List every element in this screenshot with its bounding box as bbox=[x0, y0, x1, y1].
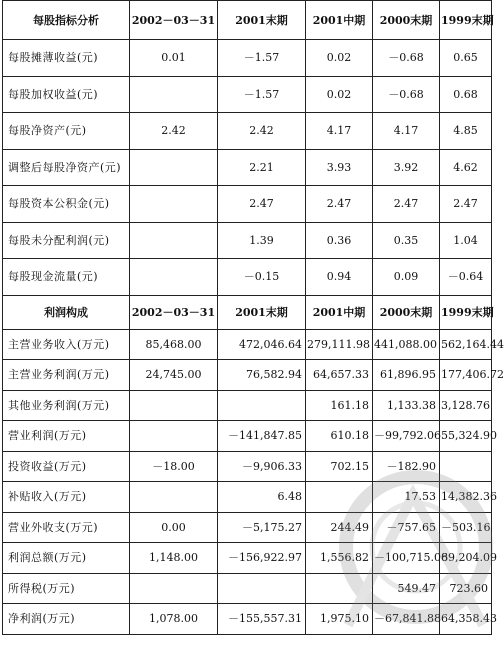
table-cell: －100,715.08 bbox=[373, 543, 440, 574]
table-cell: 1.39 bbox=[218, 222, 306, 259]
row-label: 调整后每股净资产(元) bbox=[3, 149, 130, 186]
table-row bbox=[3, 222, 492, 259]
table-row bbox=[3, 149, 492, 186]
table-cell: 24,745.00 bbox=[130, 360, 218, 391]
row-label: 营业外收支(万元) bbox=[3, 512, 130, 543]
table-cell: 76,582.94 bbox=[218, 360, 306, 391]
table-row bbox=[3, 390, 492, 421]
table-row bbox=[3, 421, 492, 452]
column-header: 2001中期 bbox=[306, 1, 373, 40]
table-cell: 55,324.90 bbox=[440, 421, 492, 452]
table-cell: 2.47 bbox=[306, 186, 373, 223]
column-header: 2000末期 bbox=[373, 295, 440, 329]
table-cell bbox=[440, 451, 492, 482]
row-label: 利润总额(万元) bbox=[3, 543, 130, 574]
table-cell: 64,358.43 bbox=[440, 604, 492, 635]
table-cell: 2.47 bbox=[440, 186, 492, 223]
row-label: 所得税(万元) bbox=[3, 573, 130, 604]
table-cell bbox=[130, 573, 218, 604]
table-cell: －503.16 bbox=[440, 512, 492, 543]
row-label: 营业利润(万元) bbox=[3, 421, 130, 452]
table-cell bbox=[130, 222, 218, 259]
table-cell bbox=[130, 186, 218, 223]
row-label: 每股加权收益(元) bbox=[3, 76, 130, 113]
table-row bbox=[3, 40, 492, 77]
column-header: 1999末期 bbox=[440, 1, 492, 40]
table-cell: －1.57 bbox=[218, 40, 306, 77]
table-cell: －0.68 bbox=[373, 76, 440, 113]
table-cell: 244.49 bbox=[306, 512, 373, 543]
table-cell: 4.85 bbox=[440, 113, 492, 150]
table-cell: －0.15 bbox=[218, 259, 306, 296]
table-cell bbox=[130, 482, 218, 513]
table-cell: －155,557.31 bbox=[218, 604, 306, 635]
financial-table bbox=[2, 0, 504, 635]
table-cell: 6.48 bbox=[218, 482, 306, 513]
table-cell: 161.18 bbox=[306, 390, 373, 421]
table-cell: 0.35 bbox=[373, 222, 440, 259]
table-row bbox=[3, 360, 492, 391]
table-cell: 1,148.00 bbox=[130, 543, 218, 574]
table-cell: 441,088.00 bbox=[373, 329, 440, 360]
column-header: 1999末期 bbox=[440, 295, 492, 329]
table-cell: 472,046.64 bbox=[218, 329, 306, 360]
table-body bbox=[3, 1, 504, 635]
column-header: 2001末期 bbox=[218, 1, 306, 40]
row-label: 补贴收入(万元) bbox=[3, 482, 130, 513]
table-cell: 2.42 bbox=[130, 113, 218, 150]
table-cell bbox=[130, 76, 218, 113]
table-cell: 0.65 bbox=[440, 40, 492, 77]
table-cell: －156,922.97 bbox=[218, 543, 306, 574]
table-cell: 1.04 bbox=[440, 222, 492, 259]
table-cell: 177,406.72 bbox=[440, 360, 492, 391]
table-row bbox=[3, 604, 492, 635]
table-cell bbox=[218, 390, 306, 421]
table-cell: 2.42 bbox=[218, 113, 306, 150]
table-cell: 562,164.44 bbox=[440, 329, 492, 360]
header-row bbox=[3, 295, 492, 329]
table-cell: 1,078.00 bbox=[130, 604, 218, 635]
table-cell: 3,128.76 bbox=[440, 390, 492, 421]
table-cell: 4.62 bbox=[440, 149, 492, 186]
table-cell: 14,382.36 bbox=[440, 482, 492, 513]
column-header: 2002－03－31 bbox=[130, 295, 218, 329]
table-cell bbox=[306, 573, 373, 604]
table-cell: 85,468.00 bbox=[130, 329, 218, 360]
table-cell: 3.93 bbox=[306, 149, 373, 186]
table-cell: 2.21 bbox=[218, 149, 306, 186]
table-cell: 17.53 bbox=[373, 482, 440, 513]
table-row bbox=[3, 573, 492, 604]
table-cell: －18.00 bbox=[130, 451, 218, 482]
table-cell: 3.92 bbox=[373, 149, 440, 186]
column-header: 2000末期 bbox=[373, 1, 440, 40]
table-cell: －67,841.88 bbox=[373, 604, 440, 635]
row-label: 投资收益(万元) bbox=[3, 451, 130, 482]
row-label: 每股现金流量(元) bbox=[3, 259, 130, 296]
table-cell: 0.09 bbox=[373, 259, 440, 296]
table-cell: 2.47 bbox=[218, 186, 306, 223]
table-cell: 0.01 bbox=[130, 40, 218, 77]
table-row bbox=[3, 482, 492, 513]
table-cell bbox=[306, 482, 373, 513]
row-label: 净利润(万元) bbox=[3, 604, 130, 635]
table-cell: 0.94 bbox=[306, 259, 373, 296]
table-row bbox=[3, 543, 492, 574]
table-cell: 2.47 bbox=[373, 186, 440, 223]
table-cell: －141,847.85 bbox=[218, 421, 306, 452]
table-cell: 1,133.38 bbox=[373, 390, 440, 421]
table-cell: －99,792.06 bbox=[373, 421, 440, 452]
table-cell: 61,896.95 bbox=[373, 360, 440, 391]
table-cell: 549.47 bbox=[373, 573, 440, 604]
table-cell: 0.36 bbox=[306, 222, 373, 259]
table-row bbox=[3, 76, 492, 113]
table-row bbox=[3, 113, 492, 150]
table-cell: 0.00 bbox=[130, 512, 218, 543]
table-cell: 1,975.10 bbox=[306, 604, 373, 635]
table-cell: 69,204.09 bbox=[440, 543, 492, 574]
table-cell: －5,175.27 bbox=[218, 512, 306, 543]
table-cell: 64,657.33 bbox=[306, 360, 373, 391]
table-cell: 0.02 bbox=[306, 76, 373, 113]
row-label: 每股净资产(元) bbox=[3, 113, 130, 150]
table-cell: 610.18 bbox=[306, 421, 373, 452]
table-cell: －9,906.33 bbox=[218, 451, 306, 482]
table-cell bbox=[218, 573, 306, 604]
row-label: 每股资本公积金(元) bbox=[3, 186, 130, 223]
column-header: 2001中期 bbox=[306, 295, 373, 329]
table-cell: 279,111.98 bbox=[306, 329, 373, 360]
column-header: 2001末期 bbox=[218, 295, 306, 329]
table-cell: 4.17 bbox=[306, 113, 373, 150]
section-title: 每股指标分析 bbox=[3, 1, 130, 40]
table-row bbox=[3, 512, 492, 543]
section-title: 利润构成 bbox=[3, 295, 130, 329]
table-cell: －1.57 bbox=[218, 76, 306, 113]
row-label: 主营业务利润(万元) bbox=[3, 360, 130, 391]
table-row bbox=[3, 451, 492, 482]
table-cell: －182.90 bbox=[373, 451, 440, 482]
table-cell: －757.65 bbox=[373, 512, 440, 543]
table-cell: 1,556.82 bbox=[306, 543, 373, 574]
table-cell bbox=[130, 421, 218, 452]
table-cell: 702.15 bbox=[306, 451, 373, 482]
row-label: 其他业务利润(万元) bbox=[3, 390, 130, 421]
table-cell bbox=[130, 259, 218, 296]
table-cell: －0.64 bbox=[440, 259, 492, 296]
table-row bbox=[3, 259, 492, 296]
table-cell bbox=[130, 390, 218, 421]
row-label: 每股摊薄收益(元) bbox=[3, 40, 130, 77]
table-row bbox=[3, 186, 492, 223]
table-cell: 4.17 bbox=[373, 113, 440, 150]
row-label: 每股未分配利润(元) bbox=[3, 222, 130, 259]
table-cell: 723.60 bbox=[440, 573, 492, 604]
row-label: 主营业务收入(万元) bbox=[3, 329, 130, 360]
table-cell: －0.68 bbox=[373, 40, 440, 77]
table-row bbox=[3, 329, 492, 360]
column-header: 2002－03－31 bbox=[130, 1, 218, 40]
table-cell bbox=[130, 149, 218, 186]
table-cell: 0.68 bbox=[440, 76, 492, 113]
table-cell: 0.02 bbox=[306, 40, 373, 77]
header-row bbox=[3, 1, 492, 40]
